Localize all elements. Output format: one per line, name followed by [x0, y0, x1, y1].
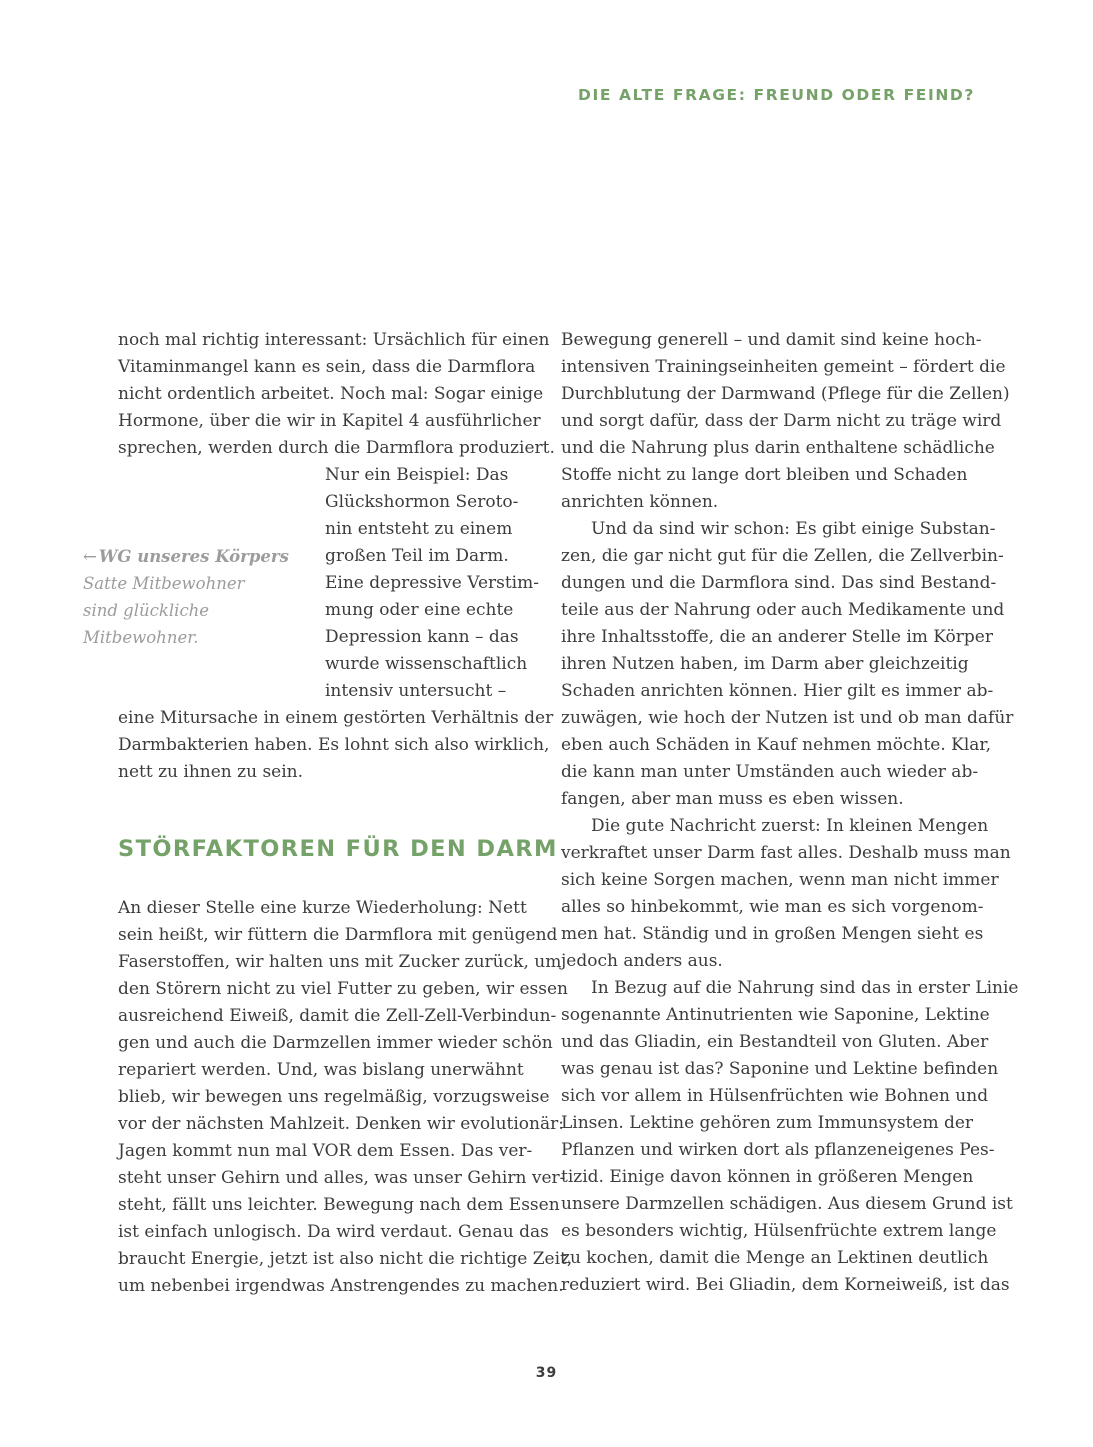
text-line: eben auch Schäden in Kauf nehmen möchte. Klar, [561, 735, 992, 755]
text-line: Und da sind wir schon: Es gibt einige Substan- [591, 519, 996, 539]
text-line: alles so hinbekommt, wie man es sich vorgenom- [561, 897, 984, 917]
text-line: Bewegung generell – und damit sind keine hoch- [561, 330, 982, 350]
text-line: zu kochen, damit die Menge an Lektinen deutlich [561, 1248, 989, 1268]
margin-note-line: Satte Mitbewohner [83, 574, 245, 593]
text-line: sich keine Sorgen machen, wenn man nicht immer [561, 870, 999, 890]
text-line: wurde wissenschaftlich [325, 654, 528, 674]
text-line: ihren Nutzen haben, im Darm aber gleichzeitig [561, 654, 969, 674]
text-line: und das Gliadin, ein Bestandteil von Gluten. Aber [561, 1032, 989, 1052]
text-line: Linsen. Lektine gehören zum Immunsystem der [561, 1113, 974, 1133]
text-line: ist einfach unlogisch. Da wird verdaut. Genau das [118, 1222, 549, 1242]
text-line: um nebenbei irgendwas Anstrengendes zu machen. [118, 1276, 564, 1296]
text-line: Durchblutung der Darmwand (Pflege für die Zellen) [561, 384, 1010, 404]
text-line: unsere Darmzellen schädigen. Aus diesem Grund ist [561, 1194, 1013, 1214]
text-line: noch mal richtig interessant: Ursächlich für einen [118, 330, 550, 350]
text-line: zuwägen, wie hoch der Nutzen ist und ob man dafür [561, 708, 1014, 728]
text-line: fangen, aber man muss es eben wissen. [561, 789, 904, 809]
text-line: Schaden anrichten können. Hier gilt es immer ab- [561, 681, 994, 701]
text-line: und die Nahrung plus darin enthaltene schädliche [561, 438, 995, 458]
text-line: gen und auch die Darmzellen immer wieder schön [118, 1033, 553, 1053]
text-line: repariert werden. Und, was bislang unerwähnt [118, 1060, 524, 1080]
text-line: nicht ordentlich arbeitet. Noch mal: Sogar einige [118, 384, 544, 404]
text-line: sogenannte Antinutrienten wie Saponine, Lektine [561, 1005, 990, 1025]
text-line: Nur ein Beispiel: Das [325, 465, 509, 485]
text-line: steht, fällt uns leichter. Bewegung nach dem Essen [118, 1195, 560, 1215]
text-line: intensiven Trainingseinheiten gemeint – fördert die [561, 357, 1006, 377]
text-line: Hormone, über die wir in Kapitel 4 ausführlicher [118, 411, 541, 431]
text-line: mung oder eine echte [325, 600, 514, 620]
text-line: sprechen, werden durch die Darmflora produziert. [118, 438, 555, 458]
running-head: DIE ALTE FRAGE: FREUND ODER FEIND? [578, 86, 975, 104]
text-line: tizid. Einige davon können in größeren Mengen [561, 1167, 974, 1187]
text-line: ausreichend Eiweiß, damit die Zell-Zell-Verbindun- [118, 1006, 557, 1026]
text-line: Darmbakterien haben. Es lohnt sich also wirklich, [118, 735, 550, 755]
text-line: jedoch anders aus. [561, 951, 723, 971]
text-line: In Bezug auf die Nahrung sind das in erster Linie [591, 978, 1019, 998]
text-line: Glückshormon Seroto- [325, 492, 519, 512]
text-line: den Störern nicht zu viel Futter zu geben, wir essen [118, 979, 569, 999]
text-line: intensiv untersucht – [325, 681, 507, 701]
text-line: An dieser Stelle eine kurze Wiederholung: Nett [118, 898, 527, 918]
text-line: Stoffe nicht zu lange dort bleiben und Schaden [561, 465, 968, 485]
text-line: es besonders wichtig, Hülsenfrüchte extrem lange [561, 1221, 997, 1241]
text-line: men hat. Ständig und in großen Mengen sieht es [561, 924, 984, 944]
text-line: eine Mitursache in einem gestörten Verhältnis der [118, 708, 554, 728]
text-line: die kann man unter Umständen auch wieder ab- [561, 762, 979, 782]
text-line: Eine depressive Verstim- [325, 573, 539, 593]
text-line: sich vor allem in Hülsenfrüchten wie Bohnen und [561, 1086, 989, 1106]
text-line: nett zu ihnen zu sein. [118, 762, 304, 782]
text-line: sein heißt, wir füttern die Darmflora mit genügend [118, 925, 558, 945]
text-line: zen, die gar nicht gut für die Zellen, die Zellverbin- [561, 546, 1004, 566]
text-line: reduziert wird. Bei Gliadin, dem Korneiweiß, ist das [561, 1275, 1010, 1295]
margin-note-line: Mitbewohner. [83, 628, 199, 647]
text-line: ihre Inhaltsstoffe, die an anderer Stelle im Körper [561, 627, 993, 647]
text-line: Jagen kommt nun mal VOR dem Essen. Das ver- [118, 1141, 533, 1161]
text-line: teile aus der Nahrung oder auch Medikamente und [561, 600, 1005, 620]
page-number: 39 [535, 1365, 558, 1381]
text-line: großen Teil im Darm. [325, 546, 509, 566]
margin-note-line: sind glückliche [83, 601, 210, 620]
text-line: steht unser Gehirn und alles, was unser Gehirn ver- [118, 1168, 566, 1188]
text-line: verkraftet unser Darm fast alles. Deshalb muss man [561, 843, 1011, 863]
text-line: nin entsteht zu einem [325, 519, 513, 539]
text-line: blieb, wir bewegen uns regelmäßig, vorzugsweise [118, 1087, 550, 1107]
text-line: anrichten können. [561, 492, 719, 512]
text-line: Vitaminmangel kann es sein, dass die Darmflora [118, 357, 536, 377]
text-line: Die gute Nachricht zuerst: In kleinen Mengen [591, 816, 989, 836]
text-line: was genau ist das? Saponine und Lektine befinden [561, 1059, 999, 1079]
text-line: vor der nächsten Mahlzeit. Denken wir evolutionär: [118, 1114, 564, 1134]
section-heading: STÖRFAKTOREN FÜR DEN DARM [118, 836, 558, 862]
text-line: dungen und die Darmflora sind. Das sind Bestand- [561, 573, 997, 593]
text-line: Pflanzen und wirken dort als pflanzeneigenes Pes- [561, 1140, 995, 1160]
margin-note-title: WG unseres Körpers [98, 547, 289, 566]
text-line: Faserstoffen, wir halten uns mit Zucker zurück, um [118, 952, 562, 972]
text-line: braucht Energie, jetzt ist also nicht die richtige Zeit, [118, 1249, 573, 1269]
text-line: und sorgt dafür, dass der Darm nicht zu träge wird [561, 411, 1002, 431]
arrow-left-icon: ← [83, 547, 97, 566]
text-line: Depression kann – das [325, 627, 519, 647]
margin-note-title-line [83, 543, 289, 570]
